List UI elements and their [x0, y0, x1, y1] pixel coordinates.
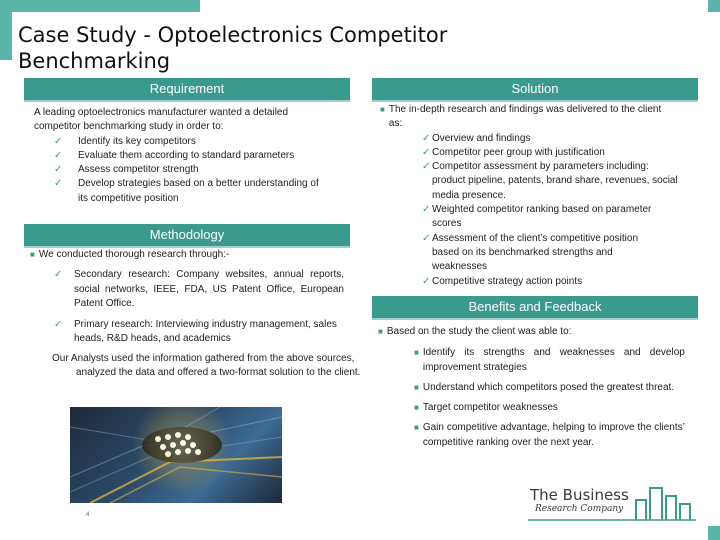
solution-header: Solution	[372, 78, 698, 102]
check-icon: ✓	[422, 132, 431, 144]
benefits-item: ■ Understand which competitors posed the greatest threat.	[414, 381, 690, 395]
benefits-header: Benefits and Feedback	[372, 296, 698, 320]
corner-accent-left	[0, 0, 12, 60]
solution-item: ✓ Competitor assessment by parameters including: product pipeline, patents, brand share, revenues, social media presence.	[422, 160, 690, 203]
requirement-item: ✓ Develop strategies based on a better understanding of its competitive position	[54, 177, 334, 206]
check-icon: ✓	[54, 149, 63, 161]
bullet-icon: ■	[380, 105, 385, 114]
solution-item: ✓ Assessment of the client’s competitive position based on its benchmarked strengths and weaknesses	[422, 232, 690, 275]
check-icon: ✓	[422, 161, 431, 173]
check-icon: ✓	[54, 164, 63, 176]
bullet-icon: ■	[414, 423, 419, 433]
check-icon: ✓	[422, 232, 431, 244]
solution-item: ✓ Overview and findings	[422, 132, 690, 146]
check-icon: ✓	[422, 146, 431, 158]
requirement-item: ✓ Evaluate them according to standard parameters	[54, 149, 334, 163]
logo-main-text: The Business	[530, 486, 629, 504]
requirement-section	[34, 106, 334, 206]
page-number: 4	[86, 512, 90, 518]
corner-accent-top	[0, 0, 200, 12]
requirement-item: ✓ Identify its key competitors	[54, 135, 334, 149]
check-icon: ✓	[54, 135, 63, 147]
methodology-intro: ■ We conducted thorough research through:-	[30, 249, 230, 260]
check-icon: ✓	[422, 204, 431, 216]
benefits-item: ■ Gain competitive advantage, helping to improve the clients’ competitive ranking over the next year.	[414, 421, 690, 450]
requirement-header: Requirement	[24, 78, 350, 102]
optoelectronics-image	[70, 407, 282, 503]
solution-section	[380, 103, 690, 289]
corner-accent-bottom-right	[708, 526, 720, 540]
corner-accent-top-right	[708, 0, 720, 12]
bullet-icon: ■	[414, 403, 419, 413]
benefits-item: ■ Identify its strengths and weaknesses and develop improvement strategies	[414, 346, 690, 375]
bullet-icon: ■	[30, 250, 35, 259]
check-icon: ✓	[54, 269, 63, 281]
solution-intro: ■ The in-depth research and findings was delivered to the client as:	[380, 103, 690, 132]
bullet-icon: ■	[414, 382, 419, 392]
methodology-item: ✓ Secondary research: Company websites, annual reports, social networks, IEEE, FDA, US Patent Office, European Patent Office.	[54, 268, 350, 311]
circuit-illustration	[70, 407, 282, 503]
requirement-intro: A leading optoelectronics manufacturer wanted a detailed competitor benchmarking study in order to:	[34, 107, 289, 133]
company-logo	[528, 482, 698, 522]
check-icon: ✓	[422, 275, 431, 287]
methodology-closing: Our Analysts used the information gathered from the above sources, analyzed the data and offered a two-format solution to the client.	[52, 353, 361, 379]
solution-item: ✓ Weighted competitor ranking based on parameter scores	[422, 203, 690, 232]
check-icon: ✓	[54, 319, 63, 331]
bullet-icon: ■	[378, 327, 383, 336]
methodology-header: Methodology	[24, 224, 350, 248]
methodology-section	[30, 248, 350, 347]
bullet-icon: ■	[414, 348, 419, 358]
benefits-item: ■ Target competitor weaknesses	[414, 401, 690, 415]
requirement-item: ✓ Assess competitor strength	[54, 163, 334, 177]
solution-item: ✓ Competitive strategy action points	[422, 275, 690, 289]
logo-sub-text: Research Company	[535, 504, 624, 514]
check-icon: ✓	[54, 178, 63, 190]
benefits-intro: ■ Based on the study the client was able to:	[378, 326, 572, 337]
page-title: Case Study - Optoelectronics Competitor Benchmarking	[18, 23, 448, 73]
methodology-item: ✓ Primary research: Interviewing industry management, sales heads, R&D heads, and academics	[54, 318, 350, 347]
solution-item: ✓ Competitor peer group with justification	[422, 146, 690, 160]
benefits-section	[378, 325, 690, 450]
